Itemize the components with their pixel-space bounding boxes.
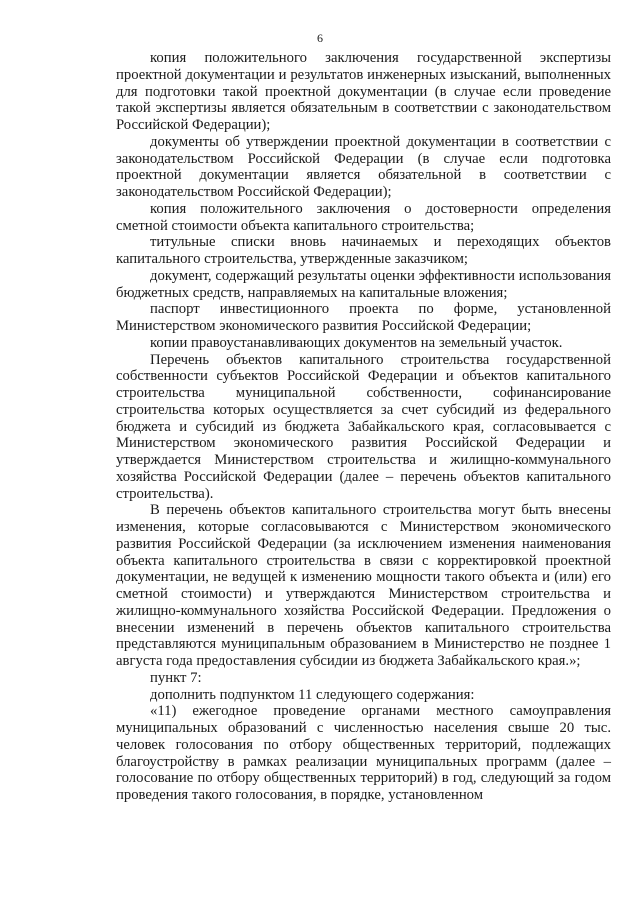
paragraph: копии правоустанавливающих документов на земельный участок. <box>150 334 563 351</box>
paragraph: документы об утверждении проектной документации в соответствии с законодательством Российской Федерации (в случае если подготовка проектной документации является обязательной в соответствии с законодательством Российской Федерации); <box>116 133 611 200</box>
paragraph: копия положительного заключения о достоверности определения сметной стоимости объекта капитального строительства; <box>116 200 611 234</box>
paragraph: пункт 7: <box>150 669 202 686</box>
paragraph: документ, содержащий результаты оценки эффективности использования бюджетных средств, направляемых на капитальные вложения; <box>116 267 611 301</box>
page-number: 6 <box>317 31 323 45</box>
paragraph: титульные списки вновь начинаемых и переходящих объектов капитального строительства, утвержденные заказчиком; <box>116 234 611 267</box>
paragraph: копия положительного заключения государственной экспертизы проектной документации и результатов инженерных изысканий, выполненных для подготовки такой проектной документации (в случае если проведение такой экспертизы является обязательным в соответствии с законодательством Российской Федерации); <box>116 50 611 133</box>
document-body <box>116 50 611 804</box>
paragraph: В перечень объектов капитального строительства могут быть внесены изменения, которые согласовываются с Министерством экономического развития Российской Федерации (за исключением изменения наименования объекта капитального строительства в связи с корректировкой проектной документации, не ведущей к изменению мощности такого объекта и (или) его сметной стоимости) и утверждаются Министерством строительства и жилищно-коммунального хозяйства Российской Федерации. Предложения о внесении изменений в перечень объектов капитального строительства представляются муниципальным образованием в Министерство не позднее 1 августа года предоставления субсидии из бюджета Забайкальского края.»; <box>116 502 611 669</box>
paragraph: дополнить подпунктом 11 следующего содержания: <box>150 686 475 703</box>
paragraph: «11) ежегодное проведение органами местного самоуправления муниципальных образований с численностью населения свыше 20 тыс. человек голосования по отбору общественных территорий, подлежащих благоустройству в рамках реализации муниципальных программ (далее – голосование по отбору общественных территорий) в год, следующий за годом проведения такого голосования, в порядке, установленном <box>116 703 611 803</box>
paragraph: паспорт инвестиционного проекта по форме, установленной Министерством экономического развития Российской Федерации; <box>116 301 611 334</box>
paragraph: Перечень объектов капитального строительства государственной собственности субъектов Российской Федерации и объектов капитального строительства муниципальной собственности, софинансирование строительства которых осуществляется за счет субсидий из федерального бюджета и субсидий из бюджета Забайкальского края, согласовывается с Министерством экономического развития Российской Федерации и утверждается Министерством строительства и жилищно-коммунального хозяйства Российской Федерации (далее – перечень объектов капитального строительства). <box>116 351 611 502</box>
